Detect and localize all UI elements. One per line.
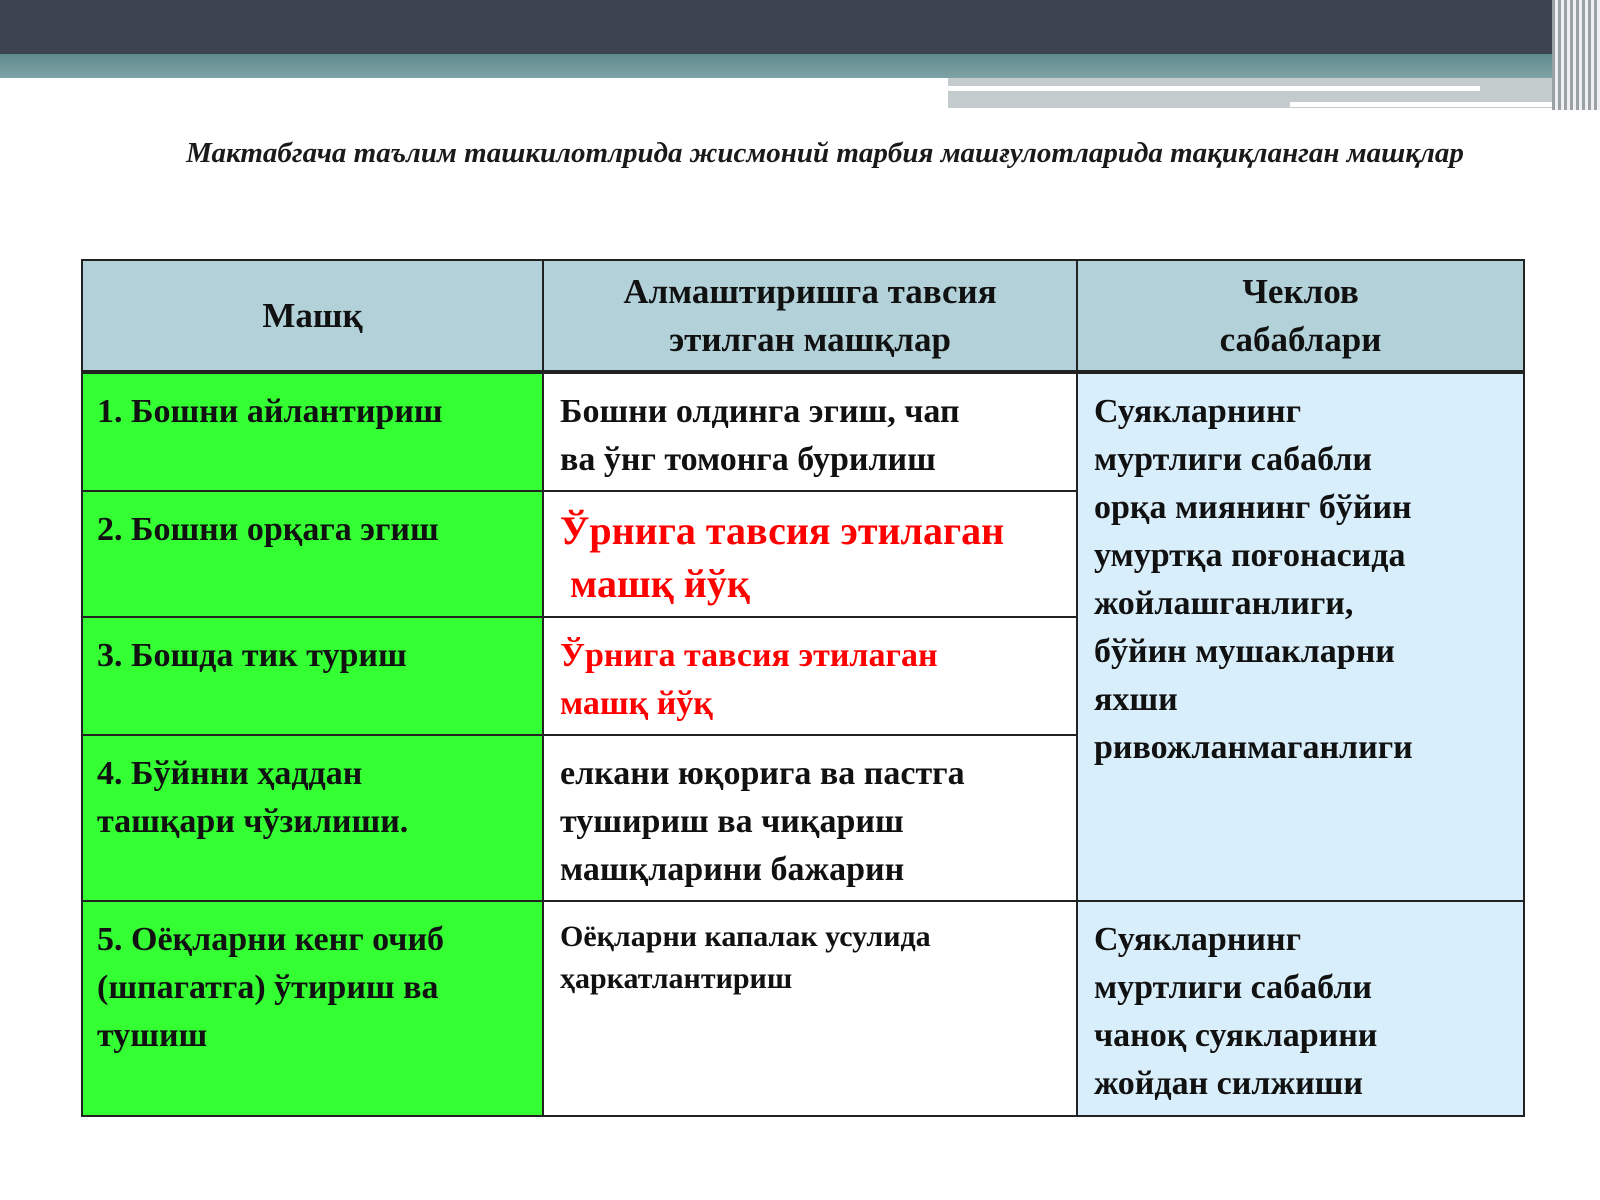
exercise-cell [82,735,543,901]
table-row [82,901,1524,1116]
reason-line: умуртқа поғонасида [1094,537,1406,574]
header-exercise [82,260,543,372]
alternative-cell [543,901,1077,1116]
exercise-text-line: тушиш [97,1017,208,1054]
alternative-cell [543,735,1077,901]
alternative-line: ҳаркатлантириш [560,962,793,995]
reason-line: жойдан силжиши [1094,1065,1363,1102]
exercise-cell [82,372,543,491]
banner-divider-line [948,86,1480,91]
reason-line: яхши [1094,681,1178,718]
reason-line: бўйин мушакларни [1094,633,1395,670]
top-banner-teal [0,54,1600,78]
reason-cell-merged [1077,372,1524,901]
no-alternative-line: машқ йўқ [570,561,750,606]
header-exercise-text: Машқ [262,295,363,335]
exercise-text-line: 4. Бўйнни ҳаддан [97,755,363,792]
header-alternatives-line1: Алмаштиришга тавсия [623,271,997,311]
exercise-cell [82,617,543,735]
table-row [82,372,1524,491]
alternative-line: Бошни олдинга эгиш, чап [560,393,960,430]
header-alternatives-line2: этилган машқлар [669,319,951,359]
exercise-text-line: 5. Оёқларни кенг очиб [97,921,445,958]
header-alternatives [543,260,1077,372]
exercise-text-line: ташқари чўзилиши. [97,803,409,840]
table-header-row [82,260,1524,372]
header-reasons-line1: Чеклов [1242,271,1359,311]
exercise-cell [82,901,543,1116]
top-banner-dark [0,0,1600,54]
reason-line: Суякларнинг [1094,393,1302,430]
alternative-line: тушириш ва чиқариш [560,803,904,840]
alternative-cell [543,617,1077,735]
slide-title: Мактабгача таълим ташкилотлрида жисмоний тарбия машғулотларида тақиқланган машқлар [186,137,1464,169]
exercise-text: 1. Бошни айлантириш [97,393,443,430]
reason-line: орқа миянинг бўйин [1094,489,1412,526]
exercise-cell [82,491,543,617]
alternative-line: ва ўнг томонга бурилиш [560,441,936,478]
reason-line: муртлиги сабабли [1094,969,1372,1006]
no-alternative-line: Ўрнига тавсия этилаган [560,637,938,674]
alternative-line: елкани юқорига ва пастга [560,755,965,792]
reason-line: жойлашганлиги, [1094,585,1354,622]
banner-divider-line-lower [1290,102,1570,107]
header-reasons [1077,260,1524,372]
alternative-line: машқларини бажарин [560,851,905,888]
alternative-cell [543,491,1077,617]
exercise-text: 3. Бошда тик туриш [97,637,407,674]
exercise-text-line: (шпагатга) ўтириш ва [97,969,439,1006]
alternative-line: Оёқларни капалак усулида [560,920,931,953]
reason-line: муртлиги сабабли [1094,441,1372,478]
exercises-table [81,259,1525,1117]
reason-cell [1077,901,1524,1116]
banner-edge-stripes [1552,0,1600,110]
header-reasons-line2: сабаблари [1219,319,1382,359]
reason-line: Суякларнинг [1094,921,1302,958]
reason-line: ривожланмаганлиги [1094,729,1413,766]
reason-line: чаноқ суякларини [1094,1017,1378,1054]
alternative-cell [543,372,1077,491]
exercise-text: 2. Бошни орқага эгиш [97,511,439,548]
no-alternative-line: машқ йўқ [560,685,713,722]
no-alternative-line: Ўрнига тавсия этилаган [560,508,1005,553]
